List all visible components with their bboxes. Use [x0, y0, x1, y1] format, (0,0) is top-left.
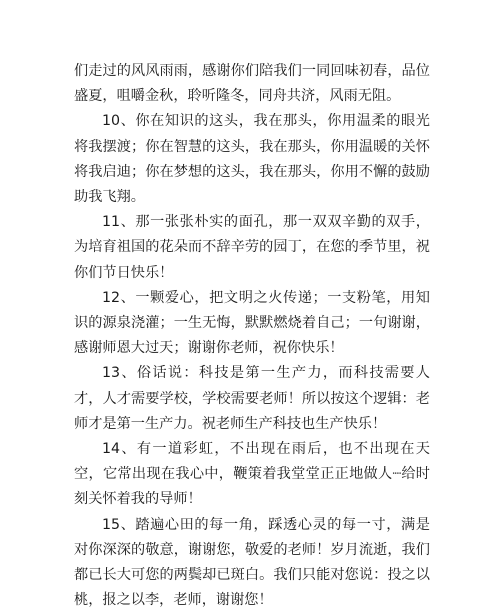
document-body	[74, 59, 430, 613]
paragraph-10: 10、你在知识的这头，我在那头，你用温柔的眼光将我摆渡；你在智慧的这头，我在那头，你用温暖的关怀将我启迪；你在梦想的这头，我在那头，你用不懈的鼓励助我飞翔。	[74, 113, 430, 206]
paragraph-13: 13、俗话说：科技是第一生产力，而科技需要人才，人才需要学校，学校需要老师！所以按这个逻辑：老师才是第一生产力。祝老师生产科技也生产快乐！	[74, 365, 430, 432]
paragraph-12: 12、一颗爱心，把文明之火传递；一支粉笔，用知识的源泉浇灌；一生无悔，默默燃烧着自己；一句谢谢，感谢师恩大过天；谢谢你老师，祝你快乐！	[74, 289, 430, 357]
paragraph-11: 11、那一张张朴实的面孔，那一双双辛勤的双手，为培育祖国的花朵而不辞辛劳的园丁，在您的季节里，祝你们节日快乐！	[74, 214, 430, 281]
paragraph-14: 14、有一道彩虹，不出现在雨后，也不出现在天空，它常出现在我心中，鞭策着我堂堂正正地做人┈给时刻关怀着我的导师！	[74, 441, 430, 508]
paragraph-15: 15、踏遍心田的每一角，踩透心灵的每一寸，满是对你深深的敬意，谢谢您，敬爱的老师！岁月流逝，我们都已长大可您的两鬓却已斑白。我们只能对您说：投之以桃，报之以李，老师，谢谢您！	[74, 516, 430, 609]
paragraph-9-continued: 们走过的风风雨雨，感谢你们陪我们一同回味初春，品位盛夏，咀嚼金秋，聆听隆冬，同舟共济，风雨无阻。	[74, 63, 430, 105]
